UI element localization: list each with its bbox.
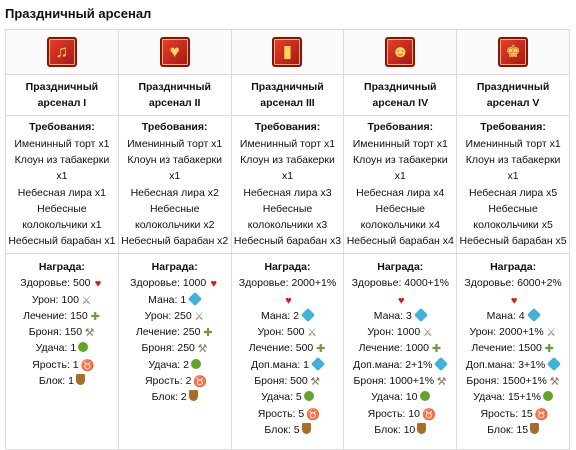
requirement-line: Небесные	[262, 202, 313, 215]
requirement-line: Именинный торт x1	[127, 137, 223, 150]
reward-text: Ярость: 10	[367, 407, 420, 420]
reward-line	[233, 292, 343, 308]
requirements-heading: Требования:	[367, 121, 434, 134]
requirements-heading: Требования:	[254, 121, 321, 134]
requirements-cell	[118, 116, 231, 254]
requirement-line: колокольчики x1	[22, 219, 102, 232]
reward-line	[120, 373, 230, 389]
reward-line	[7, 340, 117, 356]
armor-icon: ⚒	[549, 376, 560, 389]
requirement-line: Именинный торт x1	[14, 137, 110, 150]
dodge-icon	[420, 391, 430, 401]
reward-line	[120, 308, 230, 324]
set-name-line: Праздничный	[138, 80, 211, 93]
reward-text: Броня: 250	[141, 342, 195, 355]
requirements-cell	[457, 116, 570, 254]
mana-icon	[527, 308, 541, 322]
reward-text: Здоровье: 2000+1%	[238, 277, 337, 290]
reward-line	[233, 308, 343, 324]
shield-icon	[417, 423, 426, 434]
heart-icon: ♥	[510, 294, 518, 307]
reward-line	[7, 324, 117, 340]
reward-heading: Награда:	[151, 261, 198, 273]
heal-icon: ✚	[544, 343, 554, 356]
requirement-line: x1	[56, 170, 68, 183]
requirement-line: колокольчики x5	[473, 219, 553, 232]
reward-text: Доп.мана: 1	[250, 358, 310, 371]
reward-text: Урон: 500	[257, 326, 305, 339]
set-name-cell	[6, 75, 119, 116]
rewards-cell	[344, 254, 457, 450]
requirement-line: Небесная лира x4	[356, 186, 445, 199]
rage-icon: ♉	[421, 408, 436, 421]
sword-icon: ⚔	[81, 294, 92, 307]
reward-line	[7, 308, 117, 324]
rage-icon: ♉	[534, 408, 549, 421]
armor-icon: ⚒	[310, 376, 321, 389]
reward-text: Ярость: 15	[480, 407, 533, 420]
reward-line	[345, 422, 455, 438]
reward-text: Мана: 2	[260, 309, 299, 322]
rewards-cell	[231, 254, 344, 450]
set-icon-cell	[118, 30, 231, 75]
reward-line	[458, 406, 568, 422]
requirements-cell	[231, 116, 344, 254]
reward-text: Доп.мана: 3+1%	[465, 358, 546, 371]
reward-line	[345, 275, 455, 291]
requirement-line: Небесная лира x1	[17, 186, 106, 199]
armor-icon: ⚒	[84, 327, 95, 340]
reward-text: Мана: 4	[486, 309, 525, 322]
reward-text: Урон: 250	[144, 309, 192, 322]
reward-line	[458, 292, 568, 308]
reward-text: Блок: 2	[151, 391, 187, 404]
reward-line	[233, 324, 343, 340]
dodge-icon	[304, 391, 314, 401]
mana-icon	[434, 357, 448, 371]
requirement-line: Клоун из табакерки	[127, 153, 223, 166]
requirements-heading: Требования:	[29, 121, 95, 134]
reward-text: Удача: 5	[261, 391, 302, 404]
reward-line	[7, 357, 117, 373]
mana-icon	[414, 308, 428, 322]
requirement-line: x1	[507, 170, 519, 183]
set-name-cell	[344, 75, 457, 116]
requirement-line: Небесная лира x2	[130, 186, 219, 199]
cake-icon[interactable]: ♚	[498, 37, 528, 67]
reward-text: Лечение: 1000	[358, 342, 429, 355]
requirement-line: Небесные	[375, 202, 426, 215]
reward-text: Удача: 10	[371, 391, 418, 404]
reward-line	[120, 292, 230, 308]
reward-text: Броня: 1500+1%	[466, 375, 547, 388]
reward-text: Лечение: 250	[135, 326, 201, 339]
requirement-line: Клоун из табакерки	[465, 153, 561, 166]
requirement-line: x1	[281, 170, 294, 183]
reward-text: Удача: 15+1%	[473, 391, 541, 404]
requirement-line: Небесная лира x5	[468, 186, 558, 199]
heart-icon: ♥	[285, 294, 292, 307]
gift-icon[interactable]: ♥	[160, 37, 190, 67]
requirement-line: Небесные	[37, 202, 87, 215]
reward-line	[345, 357, 455, 373]
reward-text: Урон: 1000	[367, 326, 421, 339]
rewards-cell	[6, 254, 119, 450]
reward-line	[7, 275, 117, 291]
mana-icon	[188, 292, 202, 306]
reward-text: Мана: 3	[373, 309, 412, 322]
reward-line	[345, 292, 455, 308]
set-name-line: Праздничный	[251, 80, 324, 93]
set-icon-cell	[6, 30, 119, 75]
heart-icon: ♥	[210, 278, 217, 291]
page-title: Праздничный арсенал	[5, 6, 152, 21]
requirement-line: Небесный барабан x5	[459, 235, 567, 248]
icon-row	[6, 30, 570, 75]
reward-line	[458, 357, 568, 373]
reward-line	[120, 340, 230, 356]
reward-text: Броня: 1000+1%	[353, 375, 435, 388]
reward-line	[345, 373, 455, 389]
requirement-line: Небесная лира x3	[243, 186, 332, 199]
sword-icon: ⚔	[307, 327, 317, 340]
reward-text: Броня: 500	[254, 375, 308, 388]
mana-icon	[547, 357, 561, 371]
reward-line	[233, 275, 343, 291]
requirement-line: Небесный барабан x4	[346, 235, 454, 248]
reward-line	[458, 275, 568, 291]
requirement-line: x1	[169, 170, 181, 183]
requirement-line: Небесный барабан x1	[8, 235, 116, 248]
mana-icon	[311, 357, 325, 371]
armor-icon: ⚒	[197, 343, 208, 356]
armor-icon: ⚒	[436, 376, 447, 389]
reward-text: Здоровье: 1000	[130, 277, 207, 290]
set-name-line: Праздничный	[364, 80, 437, 93]
reward-text: Доп.мана: 2+1%	[353, 358, 433, 371]
set-name-cell	[457, 75, 570, 116]
reward-heading: Награда:	[38, 261, 85, 273]
reward-line	[233, 389, 343, 405]
set-name-line: арсенал II	[148, 97, 201, 109]
reward-text: Блок: 10	[374, 423, 416, 436]
reward-line	[345, 324, 455, 340]
reward-line	[7, 292, 117, 308]
shield-icon	[530, 423, 539, 434]
reward-text: Лечение: 150	[23, 309, 88, 322]
heal-icon: ✚	[431, 343, 442, 356]
set-name-cell	[118, 75, 231, 116]
requirements-heading: Требования:	[480, 121, 546, 134]
reward-line	[458, 422, 568, 438]
set-name-line: арсенал I	[37, 97, 87, 109]
heart-icon: ♥	[398, 294, 405, 307]
set-name-line: арсенал V	[486, 97, 540, 109]
heal-icon: ✚	[90, 310, 100, 323]
requirement-line: колокольчики x3	[247, 219, 328, 232]
requirements-row	[6, 116, 570, 254]
set-name-line: Праздничный	[476, 80, 550, 93]
set-name-line: арсенал IV	[372, 97, 429, 109]
requirement-line: Именинный торт x1	[465, 137, 561, 150]
dodge-icon	[191, 359, 201, 369]
reward-line	[233, 357, 343, 373]
reward-line	[458, 308, 568, 324]
requirement-line: колокольчики x2	[134, 219, 215, 232]
sword-icon: ⚔	[546, 327, 557, 340]
reward-line	[345, 389, 455, 405]
reward-text: Ярость: 1	[32, 358, 79, 371]
reward-text: Ярость: 5	[257, 407, 305, 420]
set-name-line: Праздничный	[25, 80, 99, 93]
reward-line	[120, 324, 230, 340]
reward-heading: Награда:	[377, 261, 424, 273]
rewards-row	[6, 254, 570, 450]
arsenal-table	[5, 29, 570, 450]
reward-line	[120, 357, 230, 373]
reward-text: Блок: 5	[264, 423, 300, 436]
mana-icon	[301, 308, 315, 322]
requirements-heading: Требования:	[141, 121, 208, 134]
reward-text: Блок: 1	[38, 375, 74, 388]
heart-icon: ♥	[94, 278, 102, 291]
reward-line	[345, 406, 455, 422]
reward-heading: Награда:	[264, 261, 311, 273]
set-name-cell	[231, 75, 344, 116]
reward-line	[345, 340, 455, 356]
sword-icon: ⚔	[194, 310, 205, 323]
requirements-cell	[6, 116, 119, 254]
drum-icon[interactable]: ▮	[272, 37, 302, 67]
requirement-line: Небесные	[149, 202, 200, 215]
reward-line	[345, 308, 455, 324]
reward-text: Здоровье: 4000+1%	[351, 277, 449, 290]
reward-line	[233, 340, 343, 356]
rewards-cell	[457, 254, 570, 450]
requirement-line: Именинный торт x1	[352, 137, 448, 150]
requirement-line: Клоун из табакерки	[352, 153, 448, 166]
reward-line	[233, 406, 343, 422]
dodge-icon	[543, 391, 553, 401]
reward-line	[233, 373, 343, 389]
reward-line	[120, 275, 230, 291]
requirement-line: Небесные	[488, 202, 538, 215]
sword-icon: ⚔	[422, 327, 433, 340]
set-name-line: арсенал III	[260, 97, 315, 109]
set-icon-cell	[344, 30, 457, 75]
requirements-cell	[344, 116, 457, 254]
rage-icon: ♉	[80, 359, 95, 372]
reward-text: Лечение: 500	[248, 342, 314, 355]
heal-icon: ✚	[316, 343, 326, 356]
shield-icon	[189, 390, 198, 401]
requirement-line: Небесный барабан x3	[233, 235, 342, 248]
reward-text: Лечение: 1500	[471, 342, 542, 355]
reward-heading: Награда:	[490, 261, 537, 273]
reward-line	[233, 422, 343, 438]
reward-text: Удача: 2	[148, 358, 189, 371]
rage-icon: ♉	[306, 408, 320, 421]
reward-text: Мана: 1	[148, 293, 187, 306]
rage-icon: ♉	[193, 376, 208, 389]
heal-icon: ✚	[203, 327, 213, 340]
shield-icon	[302, 423, 311, 434]
reward-text: Ярость: 2	[144, 375, 192, 388]
reward-text: Здоровье: 6000+2%	[464, 277, 562, 290]
requirement-line: Клоун из табакерки	[14, 153, 110, 166]
reward-text: Здоровье: 500	[20, 277, 91, 290]
requirement-line: Небесный барабан x2	[121, 235, 229, 248]
shield-icon	[76, 374, 85, 385]
dodge-icon	[78, 342, 88, 352]
reward-text: Урон: 100	[31, 293, 79, 306]
reward-line	[7, 373, 117, 389]
set-icon-cell	[457, 30, 570, 75]
harp-icon[interactable]: ♫	[47, 37, 77, 67]
reward-line	[458, 389, 568, 405]
set-icon-cell	[231, 30, 344, 75]
reward-text: Броня: 150	[28, 326, 83, 339]
reward-text: Урон: 2000+1%	[469, 326, 544, 339]
reward-line	[458, 373, 568, 389]
requirement-line: Именинный торт x1	[239, 137, 336, 150]
reward-line	[458, 324, 568, 340]
reward-line	[120, 389, 230, 405]
reward-line	[458, 340, 568, 356]
name-row	[6, 75, 570, 116]
requirement-line: x1	[394, 170, 406, 183]
requirement-line: Клоун из табакерки	[240, 153, 335, 166]
reward-text: Блок: 15	[487, 423, 529, 436]
jester-icon[interactable]: ☻	[385, 37, 415, 67]
rewards-cell	[118, 254, 231, 450]
requirement-line: колокольчики x4	[360, 219, 440, 232]
reward-text: Удача: 1	[35, 342, 77, 355]
